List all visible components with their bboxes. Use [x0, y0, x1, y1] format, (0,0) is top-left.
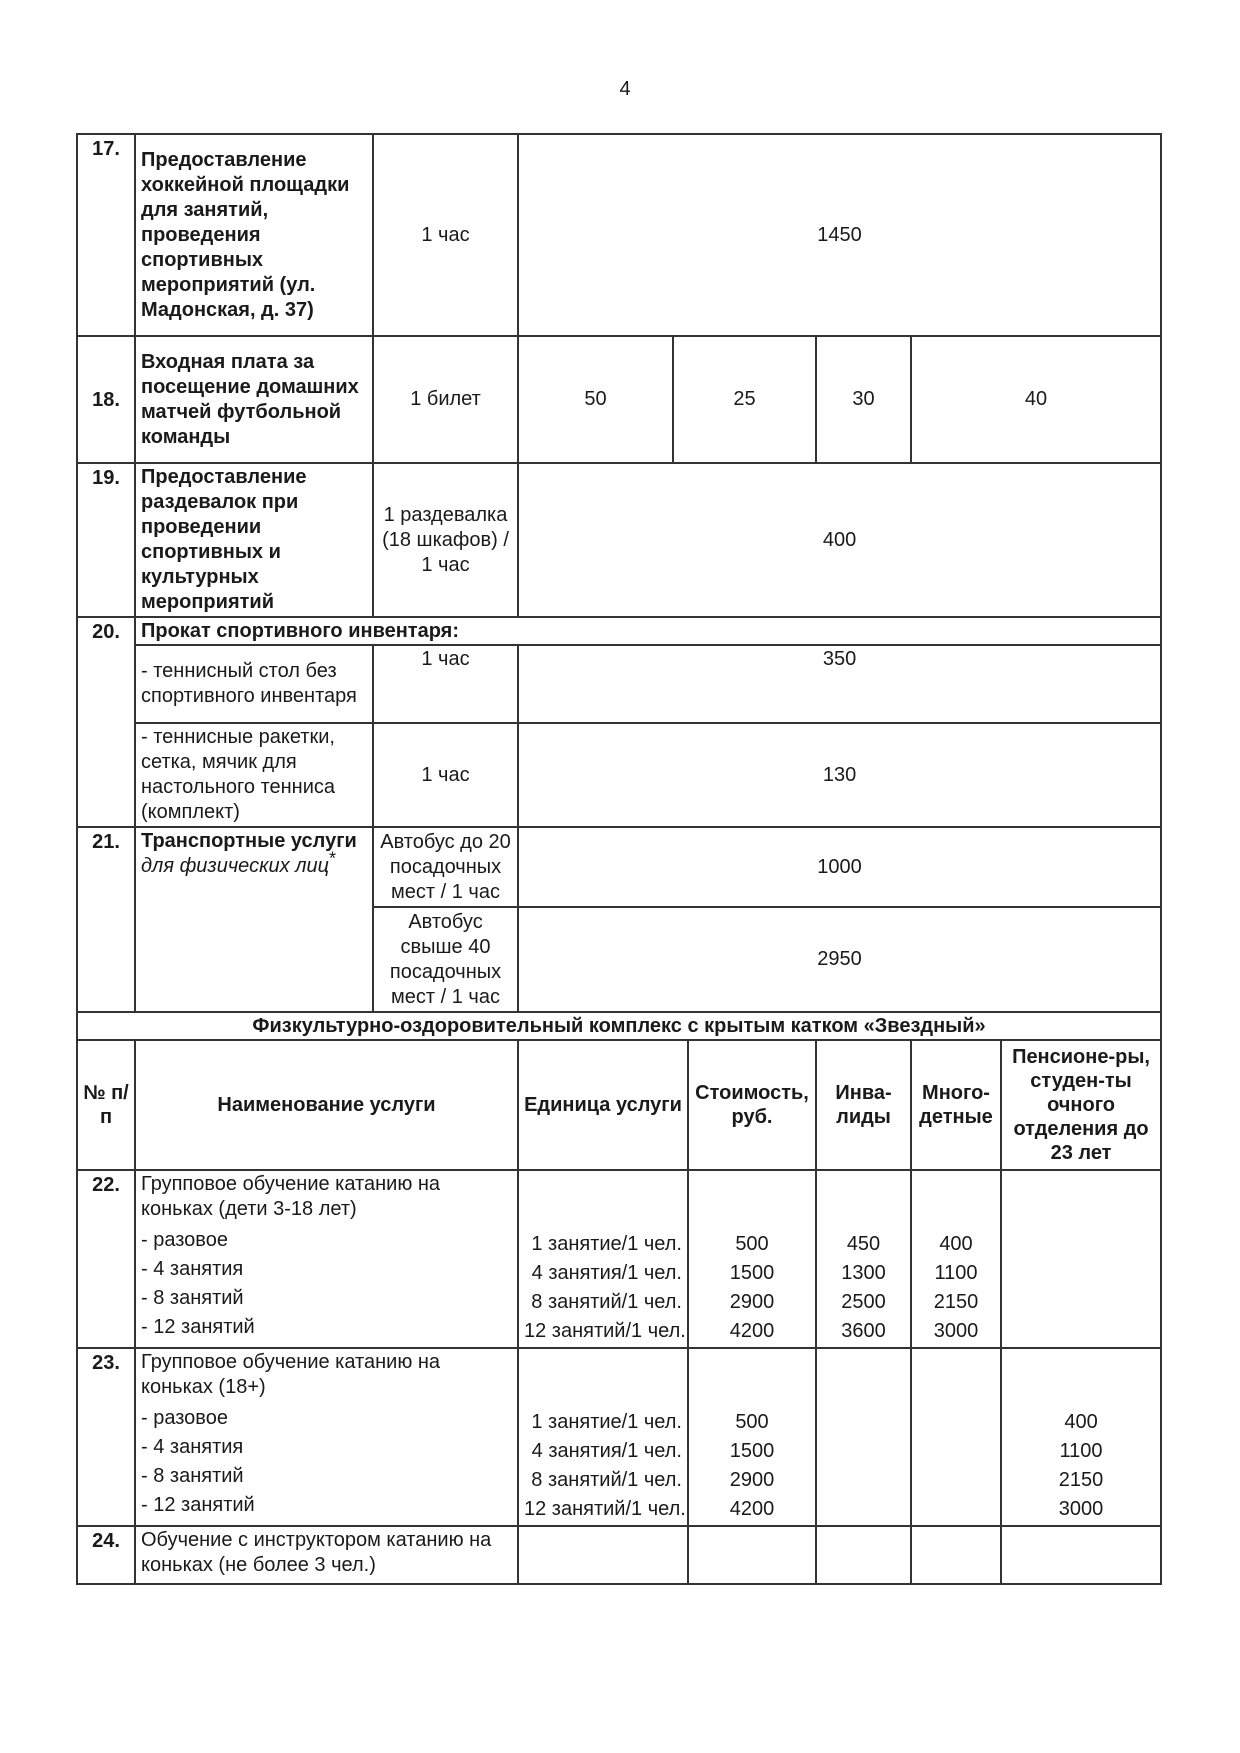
- table-row: [77, 336, 1161, 463]
- service-unit: Автобус до 20 посадочных мест / 1 час: [373, 827, 518, 907]
- service-price: 350: [518, 645, 1161, 723]
- row-number: 20.: [77, 617, 135, 827]
- service-name: Предоставление раздевалок при проведении спортивных и культурных мероприятий: [135, 463, 373, 617]
- option-label: - 4 занятия: [141, 1258, 244, 1280]
- service-price: 400: [518, 463, 1161, 617]
- large-families-cell: [911, 1170, 1001, 1348]
- disabled-value: 2500: [841, 1291, 886, 1313]
- cost-value: 2900: [729, 1469, 775, 1491]
- table-row: [77, 463, 1161, 617]
- unit-value: 8 занятий/1 чел.: [531, 1291, 682, 1313]
- service-name-italic: для физических лиц: [141, 855, 330, 877]
- table-row: [77, 827, 1161, 907]
- row-number: 24.: [77, 1526, 135, 1584]
- cost-value: 500: [735, 1411, 769, 1433]
- cost-value: 2900: [729, 1291, 775, 1313]
- unit-cell: [518, 1170, 688, 1348]
- pensioners-cell: [1001, 1170, 1161, 1348]
- large-families-cell: [911, 1348, 1001, 1526]
- cost-value: 4200: [729, 1498, 775, 1520]
- service-name: Прокат спортивного инвентаря:: [135, 617, 1161, 645]
- price-disabled: 25: [673, 336, 816, 463]
- row-number: 21.: [77, 827, 135, 1012]
- option-label: - 8 занятий: [141, 1287, 244, 1309]
- service-unit: 1 час: [373, 134, 518, 336]
- option-label: - 4 занятия: [141, 1436, 244, 1458]
- cost-cell: [688, 1170, 816, 1348]
- price-large-families: 30: [816, 336, 911, 463]
- large-families-value: 2150: [933, 1291, 979, 1313]
- row-number: 22.: [77, 1170, 135, 1348]
- large-families-value: 400: [939, 1233, 973, 1255]
- table-row: [77, 1526, 1161, 1584]
- table-row: [77, 1170, 1161, 1348]
- row-number: 23.: [77, 1348, 135, 1526]
- unit-value: 4 занятия/1 чел.: [531, 1440, 682, 1462]
- service-unit: 1 билет: [373, 336, 518, 463]
- cost-value: 500: [735, 1233, 769, 1255]
- subservice-name: - теннисный стол без спортивного инвентаря: [135, 645, 373, 723]
- service-name: Групповое обучение катанию на коньках (18+): [141, 1351, 441, 1398]
- table-row: [77, 645, 1161, 723]
- section-title: Физкультурно-оздоровительный комплекс с крытым катком «Звездный»: [77, 1012, 1161, 1040]
- unit-value: 12 занятий/1 чел.: [524, 1498, 686, 1520]
- service-unit: 1 час: [373, 645, 518, 723]
- service-unit: 1 час: [373, 723, 518, 827]
- footnote-mark: *: [329, 848, 337, 869]
- disabled-cell: [816, 1348, 911, 1526]
- disabled-value: 450: [846, 1233, 881, 1255]
- table-row: [77, 723, 1161, 827]
- row-number: 19.: [77, 463, 135, 617]
- pricing-table: [76, 133, 1162, 1585]
- disabled-cell: [816, 1526, 911, 1584]
- service-name: [135, 827, 373, 1012]
- pensioners-value: 1100: [1059, 1440, 1103, 1462]
- service-name: Входная плата за посещение домашних матчей футбольной команды: [135, 336, 373, 463]
- service-unit: Автобус свыше 40 посадочных мест / 1 час: [373, 907, 518, 1012]
- pensioners-cell: [1001, 1348, 1161, 1526]
- header-cost: Стоимость, руб.: [688, 1040, 816, 1170]
- disabled-cell: [816, 1170, 911, 1348]
- header-large-families: Много-детные: [911, 1040, 1001, 1170]
- pensioners-cell: [1001, 1526, 1161, 1584]
- row-number: 18.: [77, 336, 135, 463]
- disabled-value: 3600: [841, 1320, 886, 1342]
- header-unit: Единица услуги: [518, 1040, 688, 1170]
- service-name: Предоставление хоккейной площадки для занятий, проведения спортивных мероприятий (ул. Мадонская, д. 37): [135, 134, 373, 336]
- service-name-cell: [135, 1348, 518, 1526]
- header-num: № п/п: [77, 1040, 135, 1170]
- header-pensioners: Пенсионе-ры, студен-ты очного отделения до 23 лет: [1001, 1040, 1161, 1170]
- page-number: 4: [619, 78, 631, 100]
- table-row: [77, 1348, 1161, 1526]
- row-number: 17.: [77, 134, 135, 336]
- cost-value: 4200: [729, 1320, 775, 1342]
- service-name-bold: Транспортные услуги: [141, 830, 357, 852]
- service-price: 130: [518, 723, 1161, 827]
- service-price: 1000: [518, 827, 1161, 907]
- option-label: - разовое: [141, 1407, 228, 1429]
- section-row: [77, 1012, 1161, 1040]
- cost-cell: [688, 1526, 816, 1584]
- unit-value: 12 занятий/1 чел.: [524, 1320, 686, 1342]
- subservice-name: - теннисные ракетки, сетка, мячик для настольного тенниса (комплект): [135, 723, 373, 827]
- service-price: 2950: [518, 907, 1161, 1012]
- unit-cell: [518, 1526, 688, 1584]
- unit-value: 8 занятий/1 чел.: [531, 1469, 682, 1491]
- large-families-cell: [911, 1526, 1001, 1584]
- price-pensioners: 40: [911, 336, 1161, 463]
- cost-value: 1500: [729, 1440, 775, 1462]
- pensioners-value: 2150: [1058, 1469, 1104, 1491]
- header-disabled: Инва-лиды: [816, 1040, 911, 1170]
- unit-value: 1 занятие/1 чел.: [531, 1411, 682, 1433]
- option-label: - 8 занятий: [141, 1465, 244, 1487]
- price-cost: 50: [518, 336, 673, 463]
- unit-cell: [518, 1348, 688, 1526]
- unit-value: 4 занятия/1 чел.: [531, 1262, 682, 1284]
- table-row: [77, 134, 1161, 336]
- service-name: Обучение с инструктором катанию на коньках (не более 3 чел.): [135, 1526, 518, 1584]
- pensioners-value: 3000: [1058, 1498, 1104, 1520]
- option-label: - 12 занятий: [141, 1494, 255, 1516]
- cost-cell: [688, 1348, 816, 1526]
- large-families-value: 3000: [933, 1320, 979, 1342]
- service-price: 1450: [518, 134, 1161, 336]
- service-name: Групповое обучение катанию на коньках (дети 3-18 лет): [141, 1173, 441, 1220]
- pensioners-value: 400: [1064, 1411, 1098, 1433]
- service-name-cell: [135, 1170, 518, 1348]
- option-label: - разовое: [141, 1229, 228, 1251]
- cost-value: 1500: [729, 1262, 775, 1284]
- table-row: [77, 617, 1161, 645]
- service-unit: 1 раздевалка (18 шкафов) / 1 час: [373, 463, 518, 617]
- header-row: [77, 1040, 1161, 1170]
- large-families-value: 1100: [934, 1262, 978, 1284]
- header-name: Наименование услуги: [135, 1040, 518, 1170]
- unit-value: 1 занятие/1 чел.: [531, 1233, 682, 1255]
- option-label: - 12 занятий: [141, 1316, 255, 1338]
- disabled-value: 1300: [841, 1262, 886, 1284]
